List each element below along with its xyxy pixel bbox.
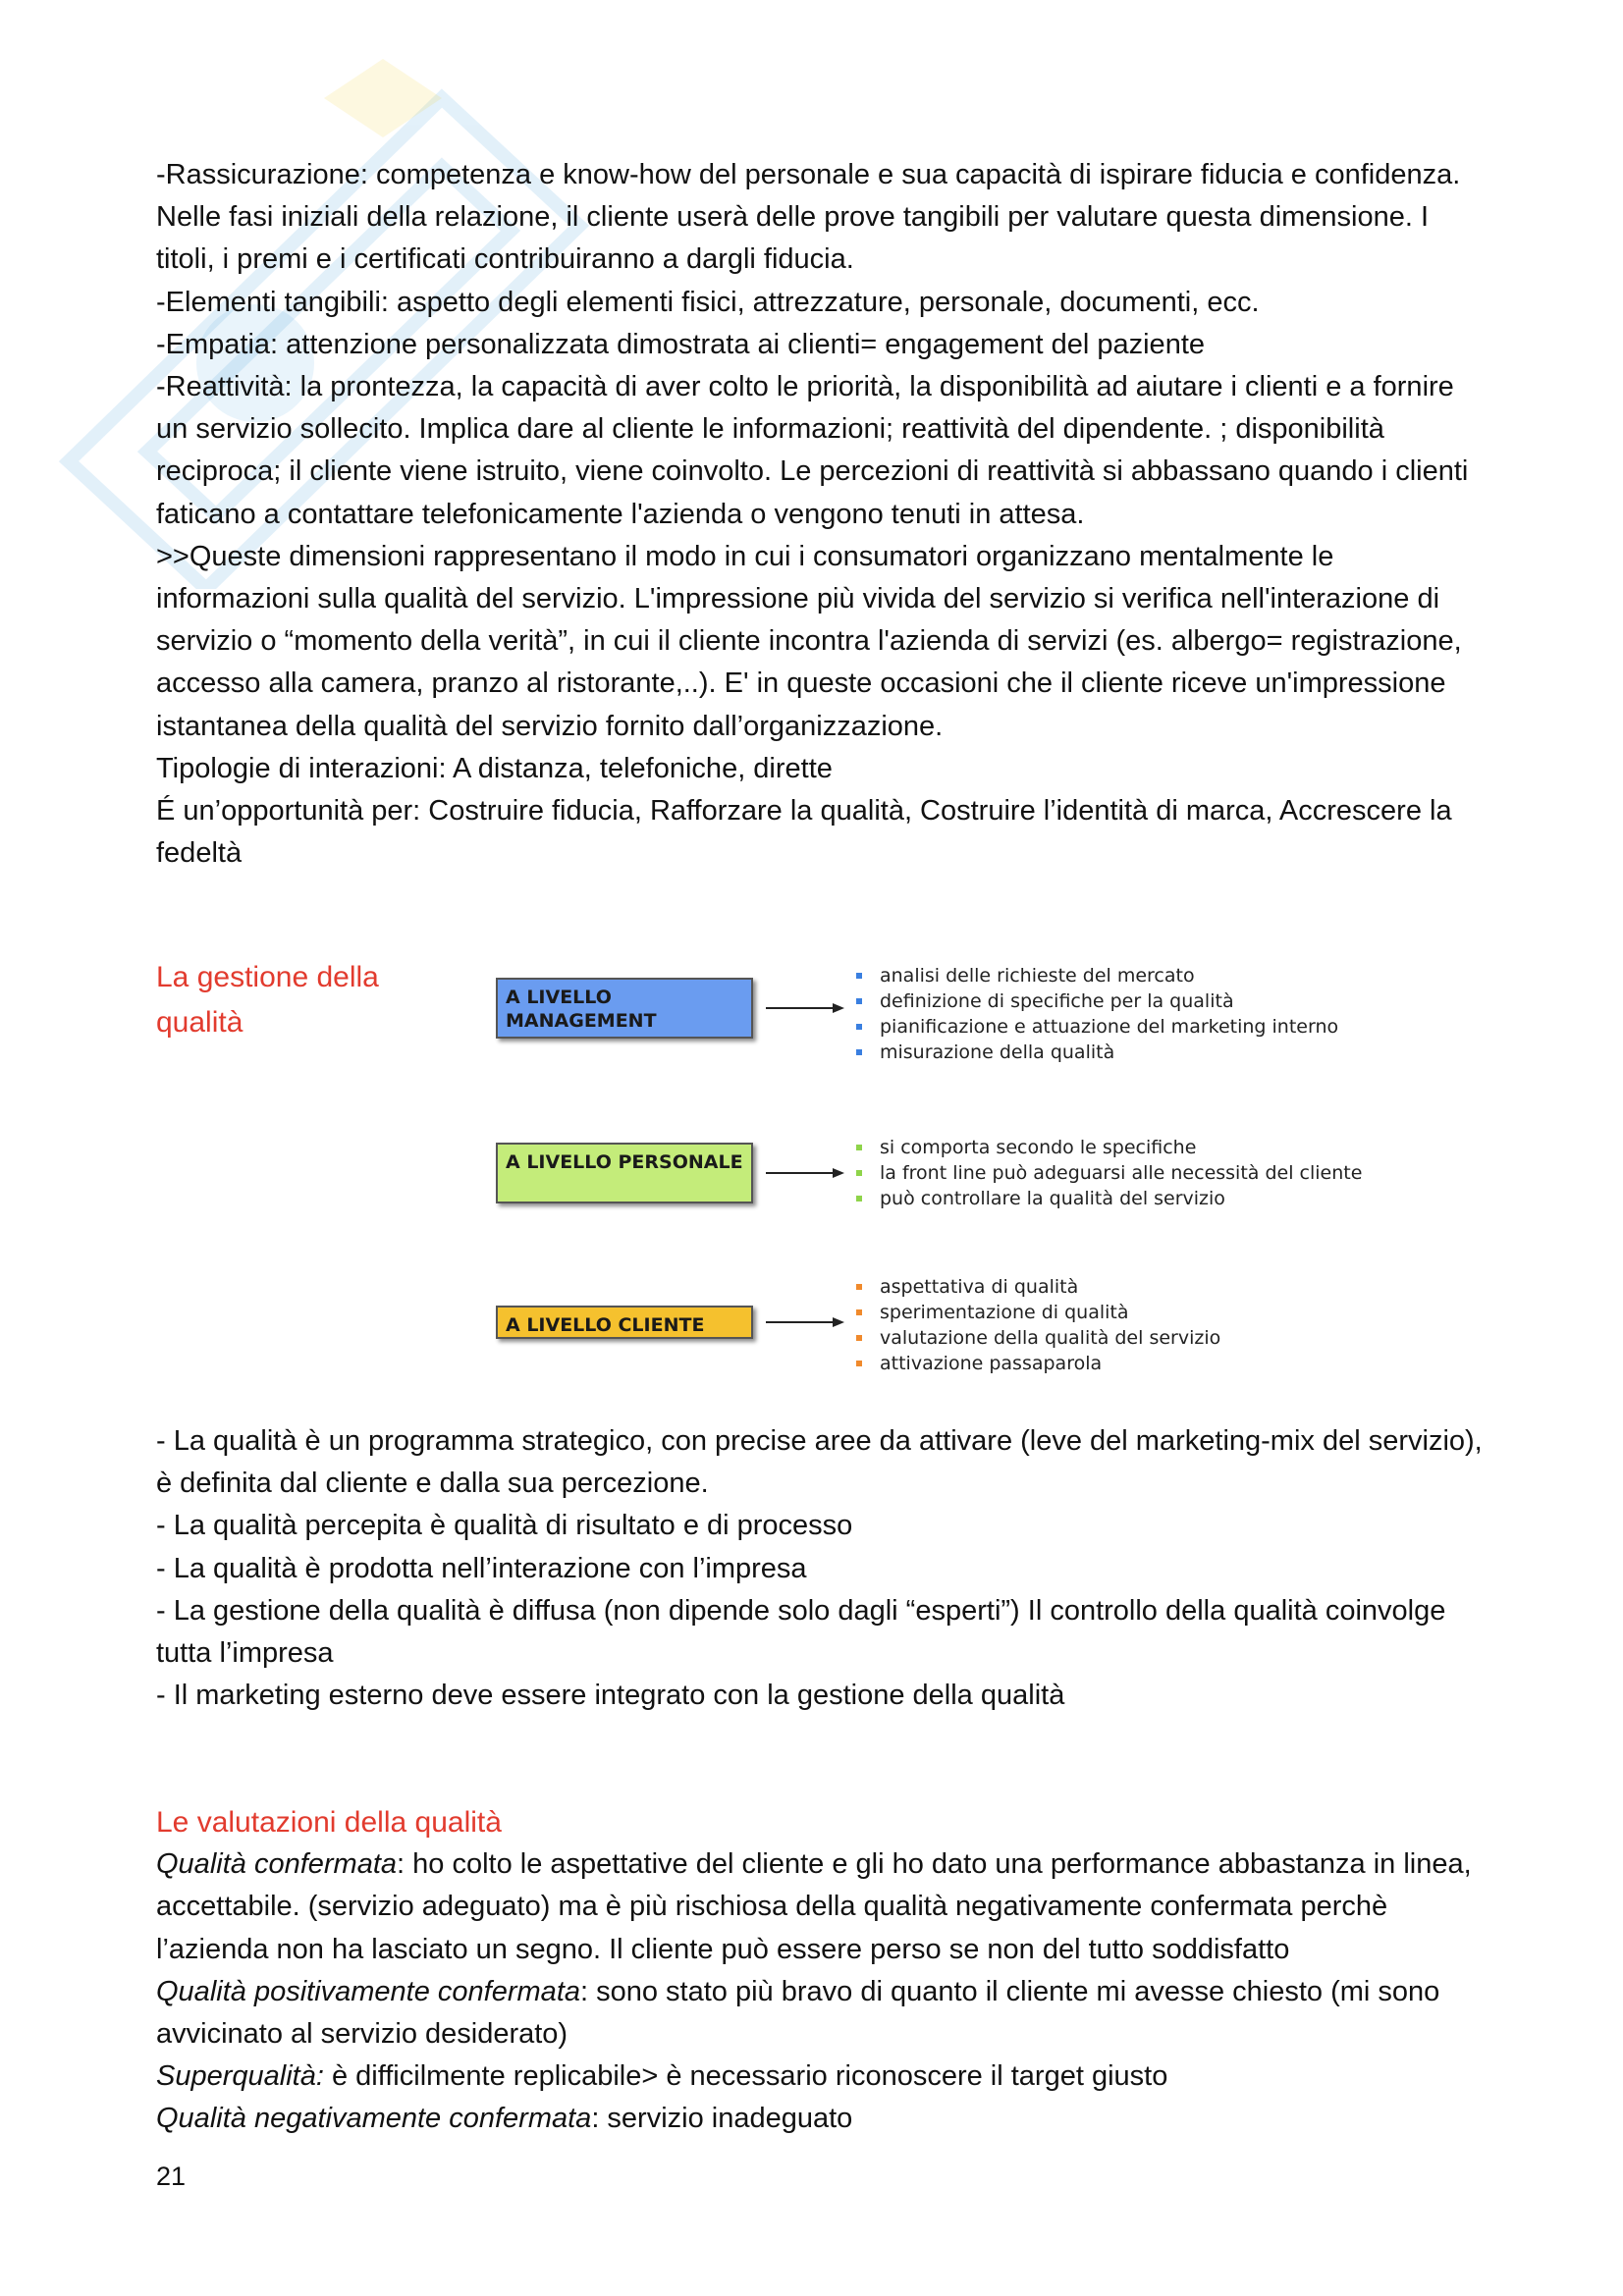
box-livello-cliente: A LIVELLO CLIENTE <box>496 1306 753 1339</box>
page-number: 21 <box>156 2162 187 2191</box>
paragraph-dimensioni: >>Queste dimensioni rappresentano il modo in cui i consumatori organizzano mentalmente le informazioni sulla qualità del servizio. L'impressione più vivida del servizio si verifica nell'interazione di servizio o “momento della verità”, in cui il cliente incontra l'azienda di servizi (es. albergo= registrazione, accesso alla camera, pranzo al ristorante,..). E' in queste occasioni che il cliente riceve un'impressione istantanea della qualità del servizio fornito dall’organizzazione. <box>156 540 1462 742</box>
section-heading-gestione: La gestione della qualità <box>156 961 379 1039</box>
arrow-right-icon <box>766 1001 844 1015</box>
valutazione-item <box>156 1843 1491 1971</box>
management-list <box>854 963 1338 1065</box>
valutazioni-block <box>156 1801 1491 2141</box>
definition-text: : servizio inadeguato <box>591 2103 853 2135</box>
valutazione-item <box>156 2056 1491 2098</box>
box-livello-personale: A LIVELLO PERSONALE <box>496 1143 753 1203</box>
bullet-line: - La qualità è prodotta nell’interazione con l’impresa <box>156 1552 807 1584</box>
list-item: può controllare la qualità del servizio <box>854 1186 1362 1211</box>
definition-text: : ho colto le aspettative del cliente e gli ho dato una performance abbastanza in linea, accettabile. (servizio adeguato) ma è più rischiosa della qualità negativamente confermata perchè l’azienda non ha lasciato un segno. Il cliente può essere perso se non del tutto soddisfatto <box>156 1848 1472 1965</box>
list-item: attivazione passaparola <box>854 1351 1220 1376</box>
cliente-list <box>854 1274 1220 1376</box>
list-item: aspettativa di qualità <box>854 1274 1220 1300</box>
valutazione-item <box>156 2098 1491 2140</box>
intro-text-block <box>156 154 1491 875</box>
list-item: definizione di specifiche per la qualità <box>854 988 1338 1014</box>
quality-management-diagram <box>491 942 1375 1394</box>
list-item: valutazione della qualità del servizio <box>854 1325 1220 1351</box>
term-qualita-positivamente-confermata: Qualità positivamente confermata <box>156 1975 580 2007</box>
bullet-line: - Il marketing esterno deve essere integrato con la gestione della qualità <box>156 1680 1065 1712</box>
valutazione-item <box>156 1971 1491 2056</box>
bullet-line: - La qualità è un programma strategico, con precise aree da attivare (leve del marketing-mix del servizio), è definita dal cliente e dalla sua percezione. <box>156 1425 1483 1500</box>
personale-list <box>854 1135 1362 1211</box>
paragraph-tipologie: Tipologie di interazioni: A distanza, telefoniche, dirette <box>156 752 833 784</box>
definition-text: è difficilmente replicabile> è necessario riconoscere il target giusto <box>323 2060 1168 2093</box>
quality-bullets-block <box>156 1420 1491 1717</box>
box-livello-management: A LIVELLO MANAGEMENT <box>496 978 753 1039</box>
arrow-right-icon <box>766 1166 844 1180</box>
list-item: analisi delle richieste del mercato <box>854 963 1338 988</box>
bullet-line: - La qualità percepita è qualità di risultato e di processo <box>156 1510 853 1542</box>
list-item: misurazione della qualità <box>854 1040 1338 1065</box>
section-heading-valutazioni: Le valutazioni della qualità <box>156 1806 502 1839</box>
paragraph-reattivita: -Reattività: la prontezza, la capacità di aver colto le priorità, la disponibilità ad aiutare i clienti e a fornire un servizio sollecito. Implica dare al cliente le informazioni; reattività del dipendente. ; disponibilità reciproca; il cliente viene istruito, viene coinvolto. Le percezioni di reattività si abbassano quando i clienti faticano a contattare telefonicamente l'azienda o vengono tenuti in attesa. <box>156 371 1469 530</box>
paragraph-elementi-tangibili: -Elementi tangibili: aspetto degli elementi fisici, attrezzature, personale, documenti, ecc. <box>156 286 1260 318</box>
definition-text: : sono stato più bravo di quanto il cliente mi avesse chiesto (mi sono avvicinato al servizio desiderato) <box>156 1975 1440 2051</box>
paragraph-empatia: -Empatia: attenzione personalizzata dimostrata ai clienti= engagement del paziente <box>156 328 1206 360</box>
term-qualita-negativamente-confermata: Qualità negativamente confermata <box>156 2103 592 2135</box>
list-item: la front line può adeguarsi alle necessità del cliente <box>854 1160 1362 1186</box>
term-qualita-confermata: Qualità confermata <box>156 1848 398 1881</box>
arrow-right-icon <box>766 1315 844 1329</box>
list-item: sperimentazione di qualità <box>854 1300 1220 1325</box>
paragraph-opportunita: É un’opportunità per: Costruire fiducia, Rafforzare la qualità, Costruire l’identità di marca, Accrescere la fedeltà <box>156 795 1452 870</box>
list-item: si comporta secondo le specifiche <box>854 1135 1362 1160</box>
term-superqualita: Superqualità: <box>156 2060 324 2093</box>
bullet-line: - La gestione della qualità è diffusa (non dipende solo dagli “esperti”) Il controllo della qualità coinvolge tutta l’impresa <box>156 1594 1446 1670</box>
list-item: pianificazione e attuazione del marketing interno <box>854 1014 1338 1040</box>
paragraph-rassicurazione: -Rassicurazione: competenza e know-how del personale e sua capacità di ispirare fiducia e confidenza. Nelle fasi iniziali della relazione, il cliente userà delle prove tangibili per valutare questa dimensione. I titoli, i premi e i certificati contribuiranno a dargli fiducia. <box>156 159 1461 276</box>
